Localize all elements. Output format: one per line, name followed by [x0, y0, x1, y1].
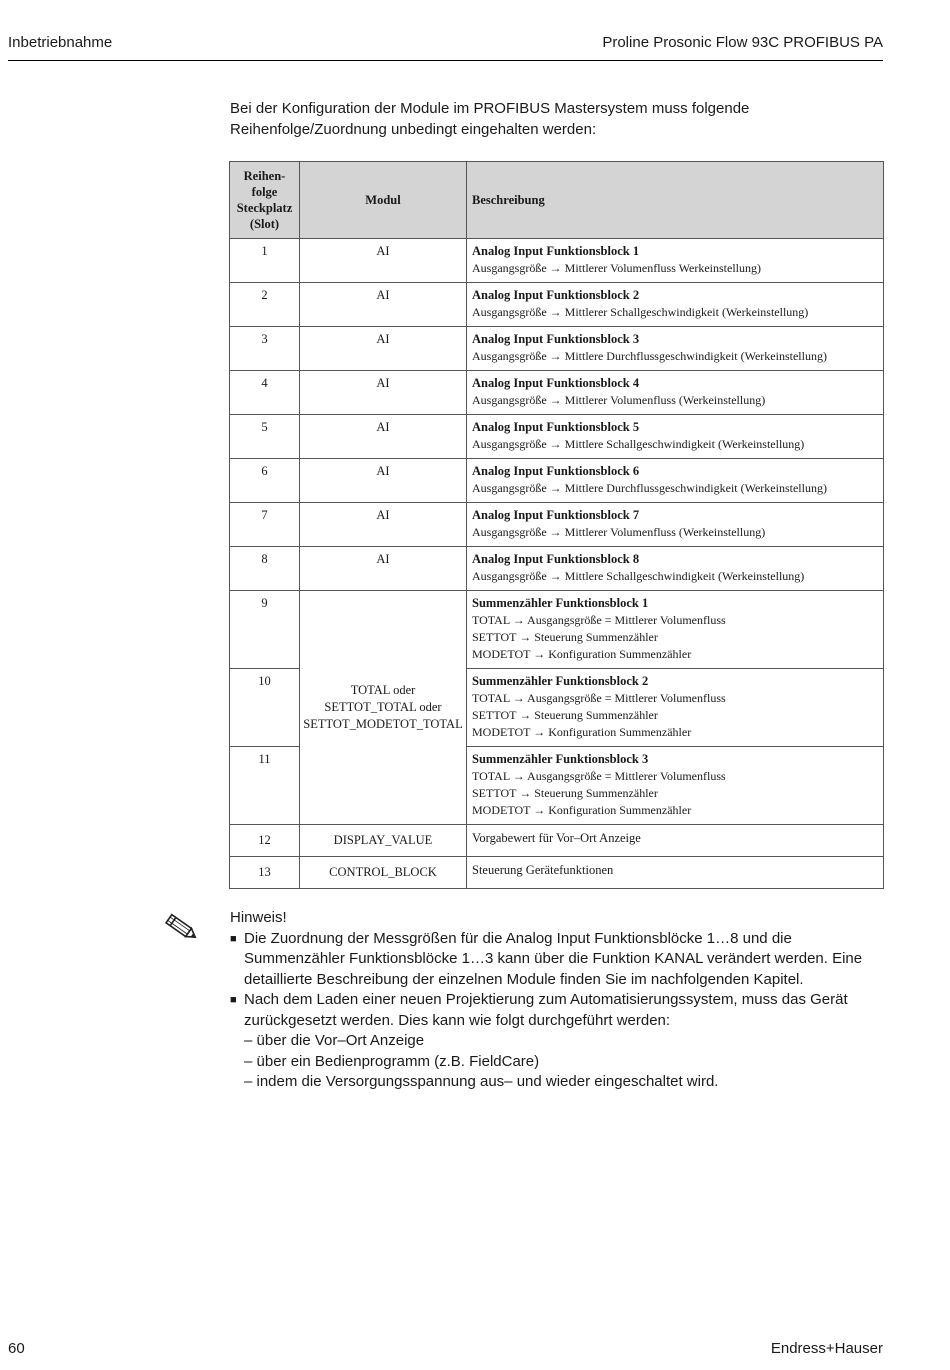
description-cell: Steuerung Gerätefunktionen — [467, 857, 884, 889]
note-bullet-text: Nach dem Laden einer neuen Projektierung zum Automatisierungssystem, muss das Gerät zurückgesetzt werden. Dies kann wie folgt durchgeführt werden: — [244, 991, 848, 1029]
table-row — [230, 239, 884, 283]
table-row — [230, 591, 884, 669]
slot-cell: 7 — [230, 503, 300, 547]
module-cell: AI — [300, 459, 467, 503]
description-title: Analog Input Funktionsblock 1 — [472, 244, 640, 258]
module-cell: AI — [300, 503, 467, 547]
description-title: Analog Input Funktionsblock 7 — [472, 508, 640, 522]
list-item — [230, 929, 890, 991]
description-title: Analog Input Funktionsblock 6 — [472, 464, 640, 478]
slot-cell: 10 — [230, 669, 300, 747]
note-title: Hinweis! — [230, 909, 287, 926]
module-cell: AI — [300, 415, 467, 459]
slot-cell: 2 — [230, 283, 300, 327]
table-row — [230, 283, 884, 327]
bullet-icon: ■ — [230, 932, 237, 945]
description-line: TOTAL → Ausgangsgröße = Mittlerer Volumenfluss — [472, 769, 726, 783]
note-box — [230, 908, 890, 1093]
note-sub-item: – über ein Bedienprogramm (z.B. FieldCare) — [244, 1052, 540, 1070]
module-cell: AI — [300, 327, 467, 371]
table-row — [230, 415, 884, 459]
description-line: SETTOT → Steuerung Summenzähler — [472, 630, 658, 644]
description-line: Ausgangsgröße → Mittlerer Schallgeschwindigkeit (Werkeinstellung) — [472, 305, 809, 319]
description-title: Summenzähler Funktionsblock 1 — [472, 596, 649, 610]
bullet-icon: ■ — [230, 994, 237, 1006]
module-cell: CONTROL_BLOCK — [300, 857, 467, 889]
description-line: MODETOT → Konfiguration Summenzähler — [472, 647, 692, 661]
header-product-title: Proline Prosonic Flow 93C PROFIBUS PA — [602, 34, 883, 51]
table-row — [230, 503, 884, 547]
description-line: MODETOT → Konfiguration Summenzähler — [472, 725, 692, 739]
description-line: Ausgangsgröße → Mittlerer Volumenfluss (Werkeinstellung) — [472, 393, 766, 407]
description-line: Ausgangsgröße → Mittlerer Volumenfluss (Werkeinstellung) — [472, 525, 766, 539]
description-title: Analog Input Funktionsblock 4 — [472, 376, 640, 390]
description-cell — [467, 669, 884, 747]
note-sub-item: – indem die Versorgungsspannung aus– und wieder eingeschaltet wird. — [244, 1073, 719, 1090]
module-cell: AI — [300, 283, 467, 327]
slot-cell: 4 — [230, 371, 300, 415]
table-row — [230, 825, 884, 857]
description-cell — [467, 547, 884, 591]
slot-cell: 11 — [230, 747, 300, 825]
description-line: SETTOT → Steuerung Summenzähler — [472, 786, 658, 800]
description-title: Summenzähler Funktionsblock 3 — [472, 752, 649, 766]
description-line: SETTOT → Steuerung Summenzähler — [472, 708, 658, 722]
description-cell: Vorgabewert für Vor–Ort Anzeige — [467, 825, 884, 857]
description-cell — [467, 591, 884, 669]
header-description: Beschreibung — [467, 162, 884, 239]
description-cell — [467, 459, 884, 503]
description-cell — [467, 371, 884, 415]
slot-cell: 1 — [230, 239, 300, 283]
module-table — [229, 161, 884, 889]
intro-paragraph: Bei der Konfiguration der Module im PROFIBUS Mastersystem muss folgende Reihenfolge/Zuordnung unbedingt eingehalten werden: — [230, 100, 750, 138]
slot-cell: 5 — [230, 415, 300, 459]
table-row — [230, 547, 884, 591]
module-cell: AI — [300, 239, 467, 283]
table-row — [230, 327, 884, 371]
module-cell: TOTAL oder SETTOT_TOTAL oder SETTOT_MODETOT_TOTAL — [300, 591, 467, 825]
description-cell — [467, 503, 884, 547]
description-title: Summenzähler Funktionsblock 2 — [472, 674, 649, 688]
description-title: Analog Input Funktionsblock 5 — [472, 420, 640, 434]
slot-cell: 6 — [230, 459, 300, 503]
slot-cell: 8 — [230, 547, 300, 591]
slot-cell: 12 — [230, 825, 300, 857]
page-number: 60 — [8, 1340, 25, 1357]
note-list — [230, 929, 890, 1093]
pencil-icon — [158, 907, 200, 947]
module-cell: AI — [300, 547, 467, 591]
description-cell — [467, 327, 884, 371]
footer-brand: Endress+Hauser — [770, 1340, 883, 1357]
description-cell — [467, 415, 884, 459]
slot-cell: 3 — [230, 327, 300, 371]
description-line: MODETOT → Konfiguration Summenzähler — [472, 803, 692, 817]
description-line: Ausgangsgröße → Mittlere Schallgeschwindigkeit (Werkeinstellung) — [472, 569, 805, 583]
note-sub-item: – über die Vor–Ort Anzeige — [244, 1032, 425, 1049]
description-title: Analog Input Funktionsblock 2 — [472, 288, 640, 302]
header-module: Modul — [300, 162, 467, 239]
page-header — [8, 32, 883, 61]
description-cell — [467, 747, 884, 825]
table-row — [230, 371, 884, 415]
note-bullet-text: Die Zuordnung der Messgrößen für die Analog Input Funktionsblöcke 1…8 und die Summenzähler Funktionsblöcke 1…3 kann über die Funktion KANAL verändert werden. Eine detaillierte Beschreibung der einzelnen Module finden Sie im nachfolgenden Kapitel. — [244, 929, 863, 988]
description-cell — [467, 283, 884, 327]
table-header-row — [230, 162, 884, 239]
table-row — [230, 459, 884, 503]
description-line: TOTAL → Ausgangsgröße = Mittlerer Volumenfluss — [472, 691, 726, 705]
description-title: Analog Input Funktionsblock 8 — [472, 552, 640, 566]
description-cell — [467, 239, 884, 283]
module-cell: DISPLAY_VALUE — [300, 825, 467, 857]
table-row — [230, 857, 884, 889]
slot-cell: 13 — [230, 857, 300, 889]
description-line: Ausgangsgröße → Mittlere Durchflussgeschwindigkeit (Werkeinstellung) — [472, 481, 827, 495]
description-title: Analog Input Funktionsblock 3 — [472, 332, 640, 346]
description-line: Ausgangsgröße → Mittlerer Volumenfluss Werkeinstellung) — [472, 261, 761, 275]
header-slot: Reihen- folge Steckplatz (Slot) — [230, 162, 300, 239]
slot-cell: 9 — [230, 591, 300, 669]
list-item — [230, 990, 890, 1093]
description-line: TOTAL → Ausgangsgröße = Mittlerer Volumenfluss — [472, 613, 726, 627]
header-section-title: Inbetriebnahme — [8, 34, 113, 51]
description-line: Ausgangsgröße → Mittlere Schallgeschwindigkeit (Werkeinstellung) — [472, 437, 805, 451]
module-cell: AI — [300, 371, 467, 415]
description-line: Ausgangsgröße → Mittlere Durchflussgeschwindigkeit (Werkeinstellung) — [472, 349, 827, 363]
